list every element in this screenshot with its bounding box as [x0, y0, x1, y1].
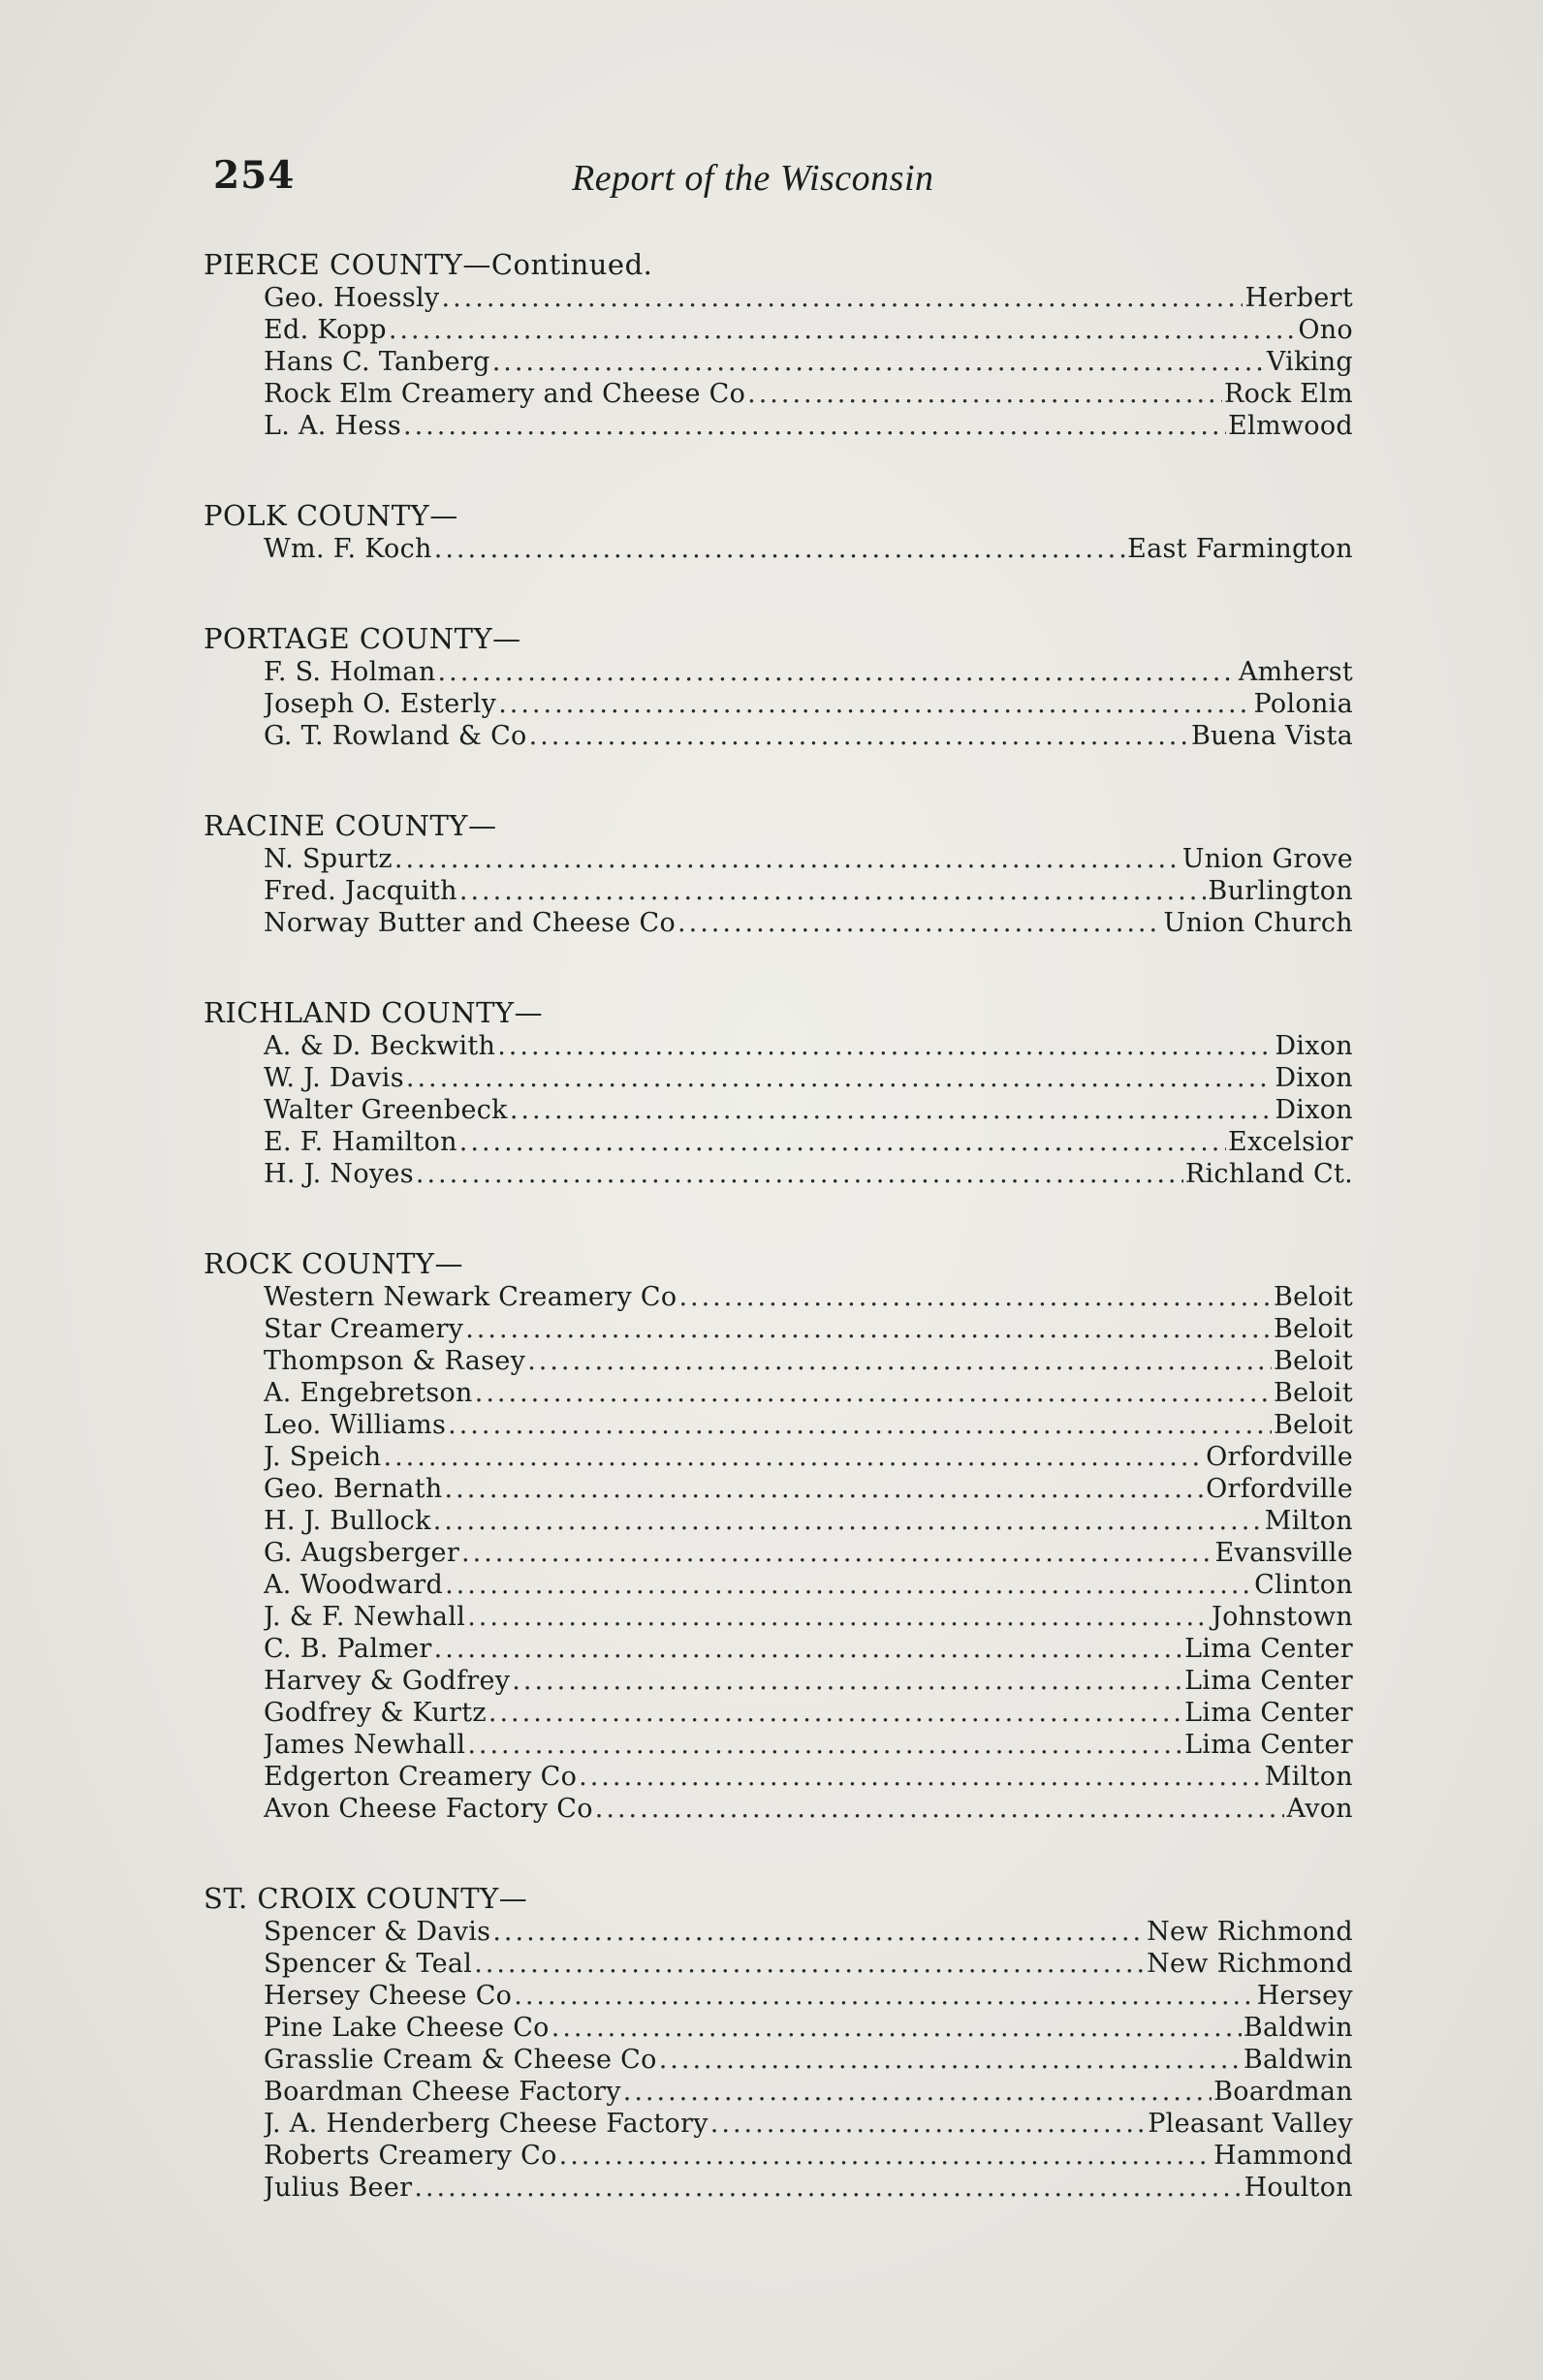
- list-item: [264, 1158, 1353, 1190]
- county-listing: [204, 247, 1367, 2260]
- entry-place: Clinton: [1254, 1570, 1353, 1600]
- dot-leader: [659, 2044, 1242, 2076]
- dot-leader: [414, 2172, 1242, 2204]
- dot-leader: [551, 2012, 1242, 2044]
- dot-leader: [445, 1473, 1205, 1505]
- page-header: [213, 153, 1338, 211]
- entry-name: W. J. Davis: [264, 1063, 404, 1093]
- entry-name: Geo. Hoessly: [264, 283, 440, 313]
- entry-name: Hans C. Tanberg: [264, 347, 490, 377]
- entry-place: Union Grove: [1181, 844, 1353, 874]
- list-item: [264, 688, 1353, 720]
- list-item: [264, 1761, 1353, 1793]
- list-item: [264, 314, 1353, 346]
- list-item: [264, 843, 1353, 875]
- dot-leader: [498, 688, 1251, 720]
- county-section: [204, 1246, 1367, 1825]
- list-item: [264, 1601, 1353, 1633]
- entry-place: Orfordville: [1206, 1474, 1353, 1504]
- entry-place: Lima Center: [1184, 1698, 1353, 1728]
- list-item: [264, 2172, 1353, 2204]
- dot-leader: [406, 1062, 1273, 1094]
- entry-place: Dixon: [1275, 1095, 1353, 1125]
- entry-name: Star Creamery: [264, 1314, 464, 1344]
- list-item: [264, 410, 1353, 442]
- dot-leader: [465, 1313, 1272, 1345]
- dot-leader: [467, 1729, 1182, 1761]
- list-item: [264, 907, 1353, 939]
- entry-place: Hammond: [1213, 2141, 1353, 2171]
- entry-place: New Richmond: [1147, 1917, 1353, 1947]
- entry-place: Avon: [1286, 1794, 1353, 1824]
- list-item: [264, 2108, 1353, 2140]
- list-item: [264, 378, 1353, 410]
- entry-name: F. S. Holman: [264, 657, 436, 687]
- entry-place: Lima Center: [1184, 1730, 1353, 1760]
- entry-list: [264, 656, 1353, 752]
- dot-leader: [527, 1345, 1272, 1377]
- entry-place: Richland Ct.: [1184, 1159, 1353, 1189]
- entry-place: Ono: [1298, 315, 1353, 345]
- dot-leader: [492, 346, 1265, 378]
- entry-place: East Farmington: [1127, 534, 1353, 564]
- entry-name: Julius Beer: [264, 2173, 413, 2203]
- entry-place: Viking: [1266, 347, 1353, 377]
- entry-place: Milton: [1264, 1762, 1353, 1792]
- entry-place: Baldwin: [1243, 2013, 1353, 2043]
- entry-place: Hersey: [1256, 1981, 1353, 2011]
- entry-list: [264, 282, 1353, 442]
- entry-name: G. T. Rowland & Co: [264, 721, 527, 751]
- entry-place: Elmwood: [1228, 411, 1353, 441]
- entry-name: Rock Elm Creamery and Cheese Co: [264, 379, 746, 409]
- county-section: [204, 498, 1367, 565]
- entry-place: Herbert: [1244, 283, 1353, 313]
- entry-place: Union Church: [1163, 908, 1353, 938]
- list-item: [264, 2012, 1353, 2044]
- list-item: [264, 1916, 1353, 1948]
- entry-name: Norway Butter and Cheese Co: [264, 908, 677, 938]
- dot-leader: [403, 410, 1226, 442]
- county-section: [204, 1881, 1367, 2204]
- list-item: [264, 1345, 1353, 1377]
- entry-name: Ed. Kopp: [264, 315, 387, 345]
- list-item: [264, 1980, 1353, 2012]
- entry-name: Fred. Jacquith: [264, 876, 457, 906]
- list-item: [264, 1030, 1353, 1062]
- county-section: [204, 247, 1367, 442]
- list-item: [264, 1281, 1353, 1313]
- entry-place: Johnstown: [1211, 1602, 1353, 1632]
- entry-name: H. J. Noyes: [264, 1159, 414, 1189]
- entry-name: Roberts Creamery Co: [264, 2141, 557, 2171]
- entry-name: Leo. Williams: [264, 1410, 447, 1440]
- entry-place: Milton: [1264, 1506, 1353, 1536]
- entry-name: J. A. Henderberg Cheese Factory: [264, 2109, 709, 2139]
- dot-leader: [467, 1601, 1210, 1633]
- entry-name: G. Augsberger: [264, 1538, 460, 1568]
- county-section: [204, 995, 1367, 1190]
- list-item: [264, 1094, 1353, 1126]
- list-item: [264, 1537, 1353, 1569]
- dot-leader: [441, 282, 1243, 314]
- dot-leader: [459, 875, 1207, 907]
- entry-place: Beloit: [1274, 1282, 1353, 1312]
- entry-name: Harvey & Godfrey: [264, 1666, 511, 1696]
- entry-name: Pine Lake Cheese Co: [264, 2013, 550, 2043]
- dot-leader: [678, 1281, 1272, 1313]
- entry-place: Boardman: [1213, 2077, 1353, 2107]
- county-section: [204, 808, 1367, 939]
- dot-leader: [514, 1980, 1254, 2012]
- entry-place: Beloit: [1274, 1410, 1353, 1440]
- dot-leader: [434, 1633, 1182, 1665]
- entry-name: J. Speich: [264, 1442, 382, 1472]
- county-heading: RACINE COUNTY—: [204, 809, 497, 842]
- list-item: [264, 1062, 1353, 1094]
- entry-list: [264, 843, 1353, 939]
- entry-place: Burlington: [1208, 876, 1353, 906]
- entry-name: Western Newark Creamery Co: [264, 1282, 677, 1312]
- dot-leader: [461, 1537, 1213, 1569]
- dot-leader: [579, 1761, 1263, 1793]
- list-item: [264, 533, 1353, 565]
- list-item: [264, 1569, 1353, 1601]
- entry-name: E. F. Hamilton: [264, 1127, 457, 1157]
- dot-leader: [438, 656, 1237, 688]
- list-item: [264, 2140, 1353, 2172]
- entry-place: Lima Center: [1184, 1666, 1353, 1696]
- list-item: [264, 2044, 1353, 2076]
- list-item: [264, 1377, 1353, 1409]
- list-item: [264, 1313, 1353, 1345]
- dot-leader: [459, 1126, 1226, 1158]
- list-item: [264, 656, 1353, 688]
- dot-leader: [474, 1948, 1145, 1980]
- list-item: [264, 1505, 1353, 1537]
- entry-list: [264, 1281, 1353, 1825]
- county-heading: RICHLAND COUNTY—: [204, 996, 544, 1029]
- entry-place: Beloit: [1274, 1346, 1353, 1376]
- dot-leader: [710, 2108, 1146, 2140]
- dot-leader: [488, 1697, 1182, 1729]
- entry-place: Houlton: [1244, 2173, 1353, 2203]
- entry-name: Thompson & Rasey: [264, 1346, 526, 1376]
- dot-leader: [529, 720, 1189, 752]
- entry-list: [264, 1030, 1353, 1190]
- entry-name: Spencer & Davis: [264, 1917, 491, 1947]
- dot-leader: [416, 1158, 1183, 1190]
- list-item: [264, 1473, 1353, 1505]
- entry-place: Polonia: [1253, 689, 1353, 719]
- dot-leader: [595, 1793, 1285, 1825]
- dot-leader: [448, 1409, 1272, 1441]
- dot-leader: [497, 1030, 1273, 1062]
- entry-place: Baldwin: [1243, 2045, 1353, 2075]
- list-item: [264, 1729, 1353, 1761]
- dot-leader: [623, 2076, 1212, 2108]
- dot-leader: [677, 907, 1162, 939]
- entry-list: [264, 1916, 1353, 2204]
- entry-place: Lima Center: [1184, 1634, 1353, 1664]
- county-heading: ROCK COUNTY—: [204, 1247, 463, 1280]
- entry-name: Joseph O. Esterly: [264, 689, 497, 719]
- dot-leader: [384, 1441, 1205, 1473]
- entry-place: Pleasant Valley: [1148, 2109, 1353, 2139]
- entry-name: James Newhall: [264, 1730, 466, 1760]
- dot-leader: [512, 1665, 1182, 1697]
- list-item: [264, 1665, 1353, 1697]
- entry-name: A. & D. Beckwith: [264, 1031, 496, 1061]
- entry-name: Avon Cheese Factory Co: [264, 1794, 593, 1824]
- entry-name: Hersey Cheese Co: [264, 1981, 513, 2011]
- county-heading: ST. CROIX COUNTY—: [204, 1882, 528, 1915]
- list-item: [264, 282, 1353, 314]
- county-section: [204, 621, 1367, 752]
- list-item: [264, 346, 1353, 378]
- entry-name: Spencer & Teal: [264, 1949, 473, 1979]
- running-head: Report of the Wisconsin: [572, 158, 934, 199]
- entry-name: A. Woodward: [264, 1570, 444, 1600]
- entry-name: Walter Greenbeck: [264, 1095, 508, 1125]
- entry-name: A. Engebretson: [264, 1378, 473, 1408]
- entry-place: Evansville: [1214, 1538, 1353, 1568]
- list-item: [264, 1793, 1353, 1825]
- entry-place: Excelsior: [1227, 1127, 1353, 1157]
- entry-place: Beloit: [1274, 1314, 1353, 1344]
- list-item: [264, 1409, 1353, 1441]
- dot-leader: [510, 1094, 1274, 1126]
- county-heading: PIERCE COUNTY—Continued.: [204, 248, 653, 281]
- entry-name: Wm. F. Koch: [264, 534, 432, 564]
- entry-place: Rock Elm: [1224, 379, 1353, 409]
- list-item: [264, 1633, 1353, 1665]
- dot-leader: [492, 1916, 1145, 1948]
- dot-leader: [445, 1569, 1252, 1601]
- entry-name: Godfrey & Kurtz: [264, 1698, 487, 1728]
- entry-place: Buena Vista: [1190, 721, 1353, 751]
- entry-name: L. A. Hess: [264, 411, 401, 441]
- dot-leader: [394, 843, 1181, 875]
- list-item: [264, 1441, 1353, 1473]
- entry-place: Beloit: [1274, 1378, 1353, 1408]
- dot-leader: [747, 378, 1222, 410]
- entry-place: Orfordville: [1206, 1442, 1353, 1472]
- list-item: [264, 875, 1353, 907]
- dot-leader: [389, 314, 1296, 346]
- entry-place: Dixon: [1275, 1063, 1353, 1093]
- entry-list: [264, 533, 1353, 565]
- entry-name: Geo. Bernath: [264, 1474, 443, 1504]
- entry-place: Dixon: [1275, 1031, 1353, 1061]
- county-heading: PORTAGE COUNTY—: [204, 622, 521, 655]
- page-number: 254: [213, 153, 296, 198]
- entry-name: Boardman Cheese Factory: [264, 2077, 621, 2107]
- dot-leader: [434, 533, 1125, 565]
- list-item: [264, 720, 1353, 752]
- list-item: [264, 1948, 1353, 1980]
- dot-leader: [475, 1377, 1272, 1409]
- entry-name: Edgerton Creamery Co: [264, 1762, 578, 1792]
- list-item: [264, 2076, 1353, 2108]
- entry-place: New Richmond: [1147, 1949, 1353, 1979]
- dot-leader: [433, 1505, 1263, 1537]
- entry-name: J. & F. Newhall: [264, 1602, 466, 1632]
- entry-name: C. B. Palmer: [264, 1634, 432, 1664]
- entry-name: H. J. Bullock: [264, 1506, 431, 1536]
- entry-name: N. Spurtz: [264, 844, 393, 874]
- county-heading: POLK COUNTY—: [204, 499, 458, 532]
- entry-name: Grasslie Cream & Cheese Co: [264, 2045, 657, 2075]
- entry-place: Amherst: [1238, 657, 1353, 687]
- list-item: [264, 1126, 1353, 1158]
- list-item: [264, 1697, 1353, 1729]
- dot-leader: [559, 2140, 1212, 2172]
